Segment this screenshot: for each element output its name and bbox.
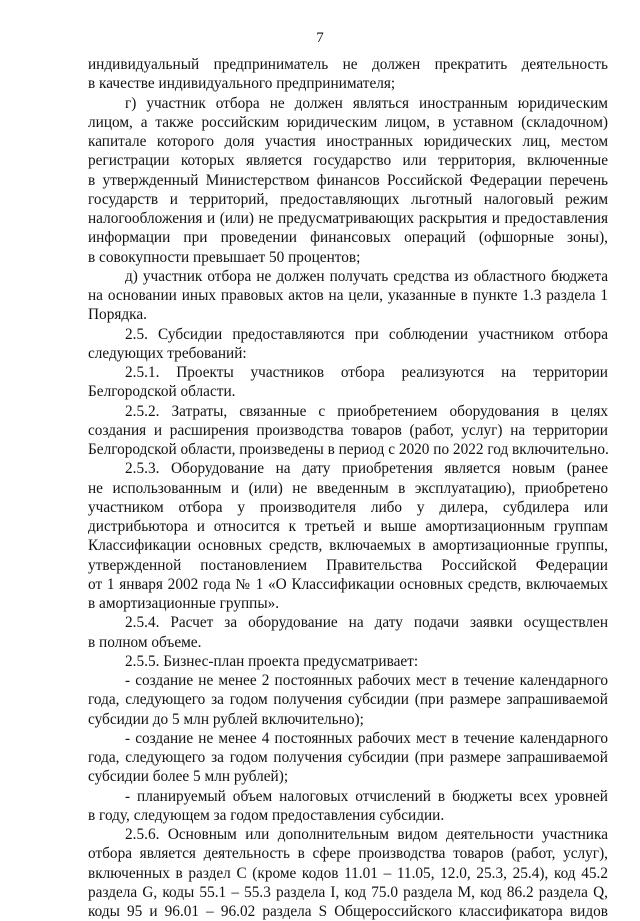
text-line: дистрибьютора и относится к третьей и выше амортизационным группам <box>88 518 608 535</box>
text-line: создания и расширения производства товаров (работ, услуг) на территории <box>88 421 608 439</box>
text-line: утвержденной постановлением Правительства Российской Федерации <box>88 556 608 574</box>
text-line: д) участник отбора не должен получать средства из областного бюджета <box>125 267 608 285</box>
text-line: включенных в раздел С (кроме кодов 11.01 – 11.05, 12.0, 25.3, 25.4), код 45.2 <box>88 864 608 882</box>
text-line: в совокупности превышает 50 процентов; <box>88 248 361 266</box>
text-line: лицом, а также российским юридическим лицом, в уставном (складочном) <box>88 113 608 131</box>
text-line: 2.5.2. Затраты, связанные с приобретением оборудования в целях <box>125 402 608 420</box>
text-line: г) участник отбора не должен являться иностранным юридическим <box>125 94 608 112</box>
text-line: капитале которого доля участия иностранных юридических лиц, местом <box>88 133 608 150</box>
text-line: 2.5.4. Расчет за оборудование на дату подачи заявки осуществлен <box>125 614 608 632</box>
text-line: информации при проведении финансовых операций (офшорные зоны), <box>88 229 608 247</box>
text-line: участником отбора у производителя либо у дилера, субдилера или <box>88 498 608 516</box>
page-number: 7 <box>316 30 324 46</box>
text-line: 2.5.5. Бизнес-план проекта предусматривает: <box>125 652 419 670</box>
text-line: 2.5.3. Оборудование на дату приобретения является новым (ранее <box>125 460 608 478</box>
text-line: 2.5.1. Проекты участников отбора реализуются на территории <box>125 364 608 381</box>
text-line: - создание не менее 4 постоянных рабочих мест в течение календарного <box>125 729 608 747</box>
text-line: Белгородской области. <box>88 383 236 401</box>
text-line: не использованным и (или) не введенным в эксплуатацию), приобретено <box>88 479 608 497</box>
text-line: регистрации которых является государство или территория, включенные <box>88 152 608 170</box>
text-line: года, следующего за годом получения субсидии (при размере запрашиваемой <box>88 749 608 766</box>
text-line: от 1 января 2002 года № 1 «О Классификации основных средств, включаемых <box>88 575 608 593</box>
text-line: налогообложения и (или) не предусматривающих раскрытия и предоставления <box>88 210 608 227</box>
text-line: в году, следующем за годом предоставления субсидии. <box>88 806 445 824</box>
text-line: субсидии более 5 млн рублей); <box>88 768 289 786</box>
text-line: 2.5. Субсидии предоставляются при соблюдении участником отбора <box>125 325 608 343</box>
text-line: 2.5.6. Основным или дополнительным видом деятельности участника <box>125 826 608 843</box>
text-line: индивидуальный предприниматель не должен прекратить деятельность <box>88 56 608 73</box>
text-line: Классификации основных средств, включаемых в амортизационные группы, <box>88 537 608 555</box>
text-line: в качестве индивидуального предпринимателя; <box>88 75 396 93</box>
text-line: Белгородской области, произведены в период с 2020 по 2022 год включительно. <box>88 441 609 458</box>
text-line: Порядка. <box>88 306 147 324</box>
text-line: отбора является деятельность в сфере производства товаров (работ, услуг), <box>88 845 608 863</box>
text-line: - планируемый объем налоговых отчислений в бюджеты всех уровней <box>125 787 608 805</box>
text-line: на основании иных правовых актов на цели, указанные в пункте 1.3 раздела 1 <box>88 287 608 304</box>
text-line: следующих требований: <box>88 344 247 362</box>
text-line: субсидии до 5 млн рублей включительно); <box>88 710 364 728</box>
text-line: года, следующего за годом получения субсидии (при размере запрашиваемой <box>88 691 608 709</box>
document-body <box>88 55 608 921</box>
text-line: - создание не менее 2 постоянных рабочих мест в течение календарного <box>125 672 608 689</box>
text-line: коды 95 и 96.01 – 96.02 раздела S Общероссийского классификатора видов <box>88 903 608 920</box>
text-line: в полном объеме. <box>88 633 202 651</box>
text-line: раздела G, коды 55.1 – 55.3 раздела I, код 75.0 раздела M, код 86.2 раздела Q, <box>88 883 608 901</box>
text-line: в утвержденный Министерством финансов Российской Федерации перечень <box>88 171 608 189</box>
text-line: в амортизационные группы». <box>88 595 280 612</box>
text-line: государств и территорий, предоставляющих льготный налоговый режим <box>88 190 608 208</box>
